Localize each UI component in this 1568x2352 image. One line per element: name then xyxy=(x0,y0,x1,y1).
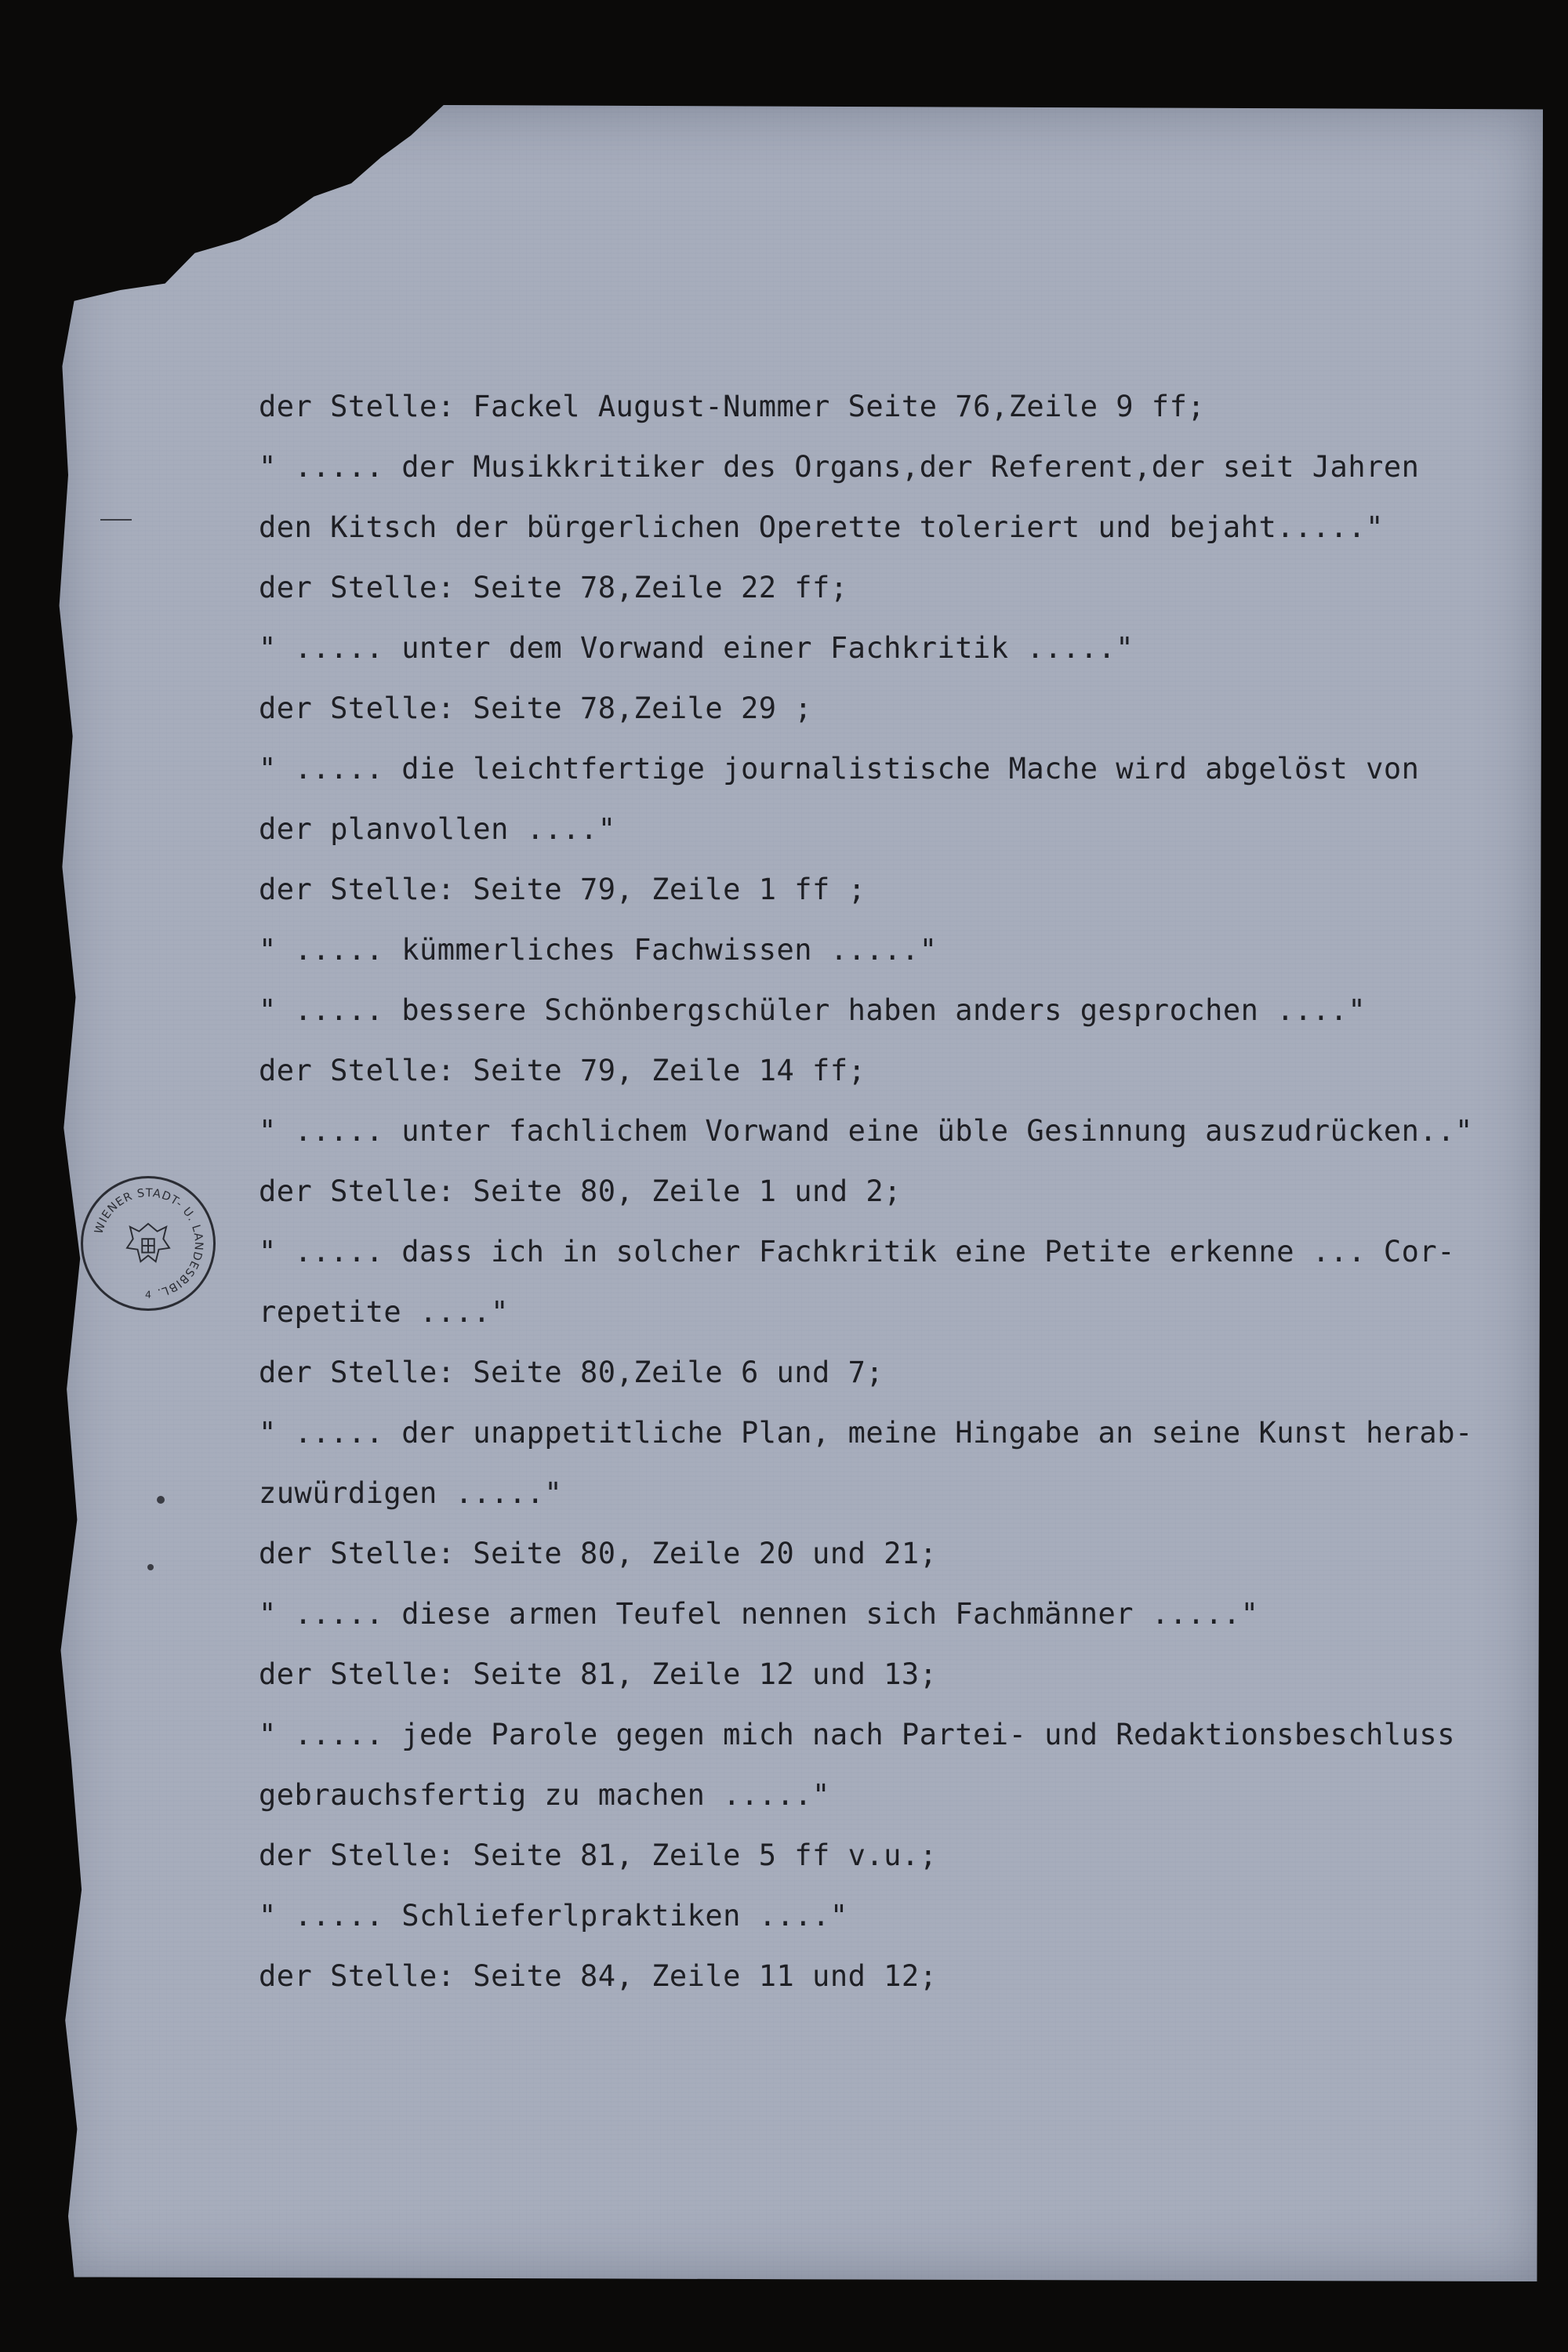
text-line: der Stelle: Seite 84, Zeile 11 und 12; xyxy=(259,1959,938,1993)
text-line: " ..... dass ich in solcher Fachkritik eine Petite erkenne ... Cor- xyxy=(259,1235,1455,1269)
text-line: den Kitsch der bürgerlichen Operette toleriert und bejaht....." xyxy=(259,510,1384,544)
text-line: " ..... kümmerliches Fachwissen ....." xyxy=(259,933,938,967)
text-line: der Stelle: Seite 78,Zeile 29 ; xyxy=(259,691,813,725)
text-line: der Stelle: Seite 81, Zeile 5 ff v.u.; xyxy=(259,1838,938,1872)
text-line: " ..... unter fachlichem Vorwand eine üble Gesinnung auszudrücken.." xyxy=(259,1114,1473,1148)
text-line: der Stelle: Seite 79, Zeile 14 ff; xyxy=(259,1054,866,1087)
svg-text:4: 4 xyxy=(145,1288,151,1301)
library-seal-icon xyxy=(83,1178,213,1308)
text-line: " ..... der unappetitliche Plan, meine Hingabe an seine Kunst herab- xyxy=(259,1416,1473,1450)
svg-text:WIENER STADT- U. LANDESBIBL.: WIENER STADT- U. LANDESBIBL. xyxy=(93,1187,205,1299)
text-line: repetite ...." xyxy=(259,1295,509,1329)
text-line: der Stelle: Fackel August-Nummer Seite 76,Zeile 9 ff; xyxy=(259,390,1206,423)
text-line: der planvollen ...." xyxy=(259,812,616,846)
text-line: der Stelle: Seite 80,Zeile 6 und 7; xyxy=(259,1356,884,1389)
margin-dot xyxy=(157,1496,165,1504)
library-stamp xyxy=(81,1176,216,1311)
text-line: " ..... diese armen Teufel nennen sich Fachmänner ....." xyxy=(259,1597,1259,1631)
text-line: der Stelle: Seite 80, Zeile 20 und 21; xyxy=(259,1537,938,1570)
text-line: gebrauchsfertig zu machen ....." xyxy=(259,1778,830,1812)
text-line: zuwürdigen ....." xyxy=(259,1476,563,1510)
text-line: der Stelle: Seite 78,Zeile 22 ff; xyxy=(259,571,848,604)
text-line: der Stelle: Seite 81, Zeile 12 und 13; xyxy=(259,1657,938,1691)
text-line: " ..... Schlieferlpraktiken ...." xyxy=(259,1899,848,1933)
margin-mark xyxy=(100,519,132,521)
text-line: der Stelle: Seite 79, Zeile 1 ff ; xyxy=(259,873,866,906)
text-line: " ..... bessere Schönbergschüler haben anders gesprochen ...." xyxy=(259,993,1367,1027)
text-line: der Stelle: Seite 80, Zeile 1 und 2; xyxy=(259,1174,902,1208)
margin-dot xyxy=(147,1564,154,1570)
typed-text-block xyxy=(259,376,1482,2006)
text-line: " ..... unter dem Vorwand einer Fachkritik ....." xyxy=(259,631,1134,665)
text-line: " ..... der Musikkritiker des Organs,der Referent,der seit Jahren xyxy=(259,450,1420,484)
text-line: " ..... jede Parole gegen mich nach Partei- und Redaktionsbeschluss xyxy=(259,1718,1455,1751)
text-line: " ..... die leichtfertige journalistische Mache wird abgelöst von xyxy=(259,752,1420,786)
